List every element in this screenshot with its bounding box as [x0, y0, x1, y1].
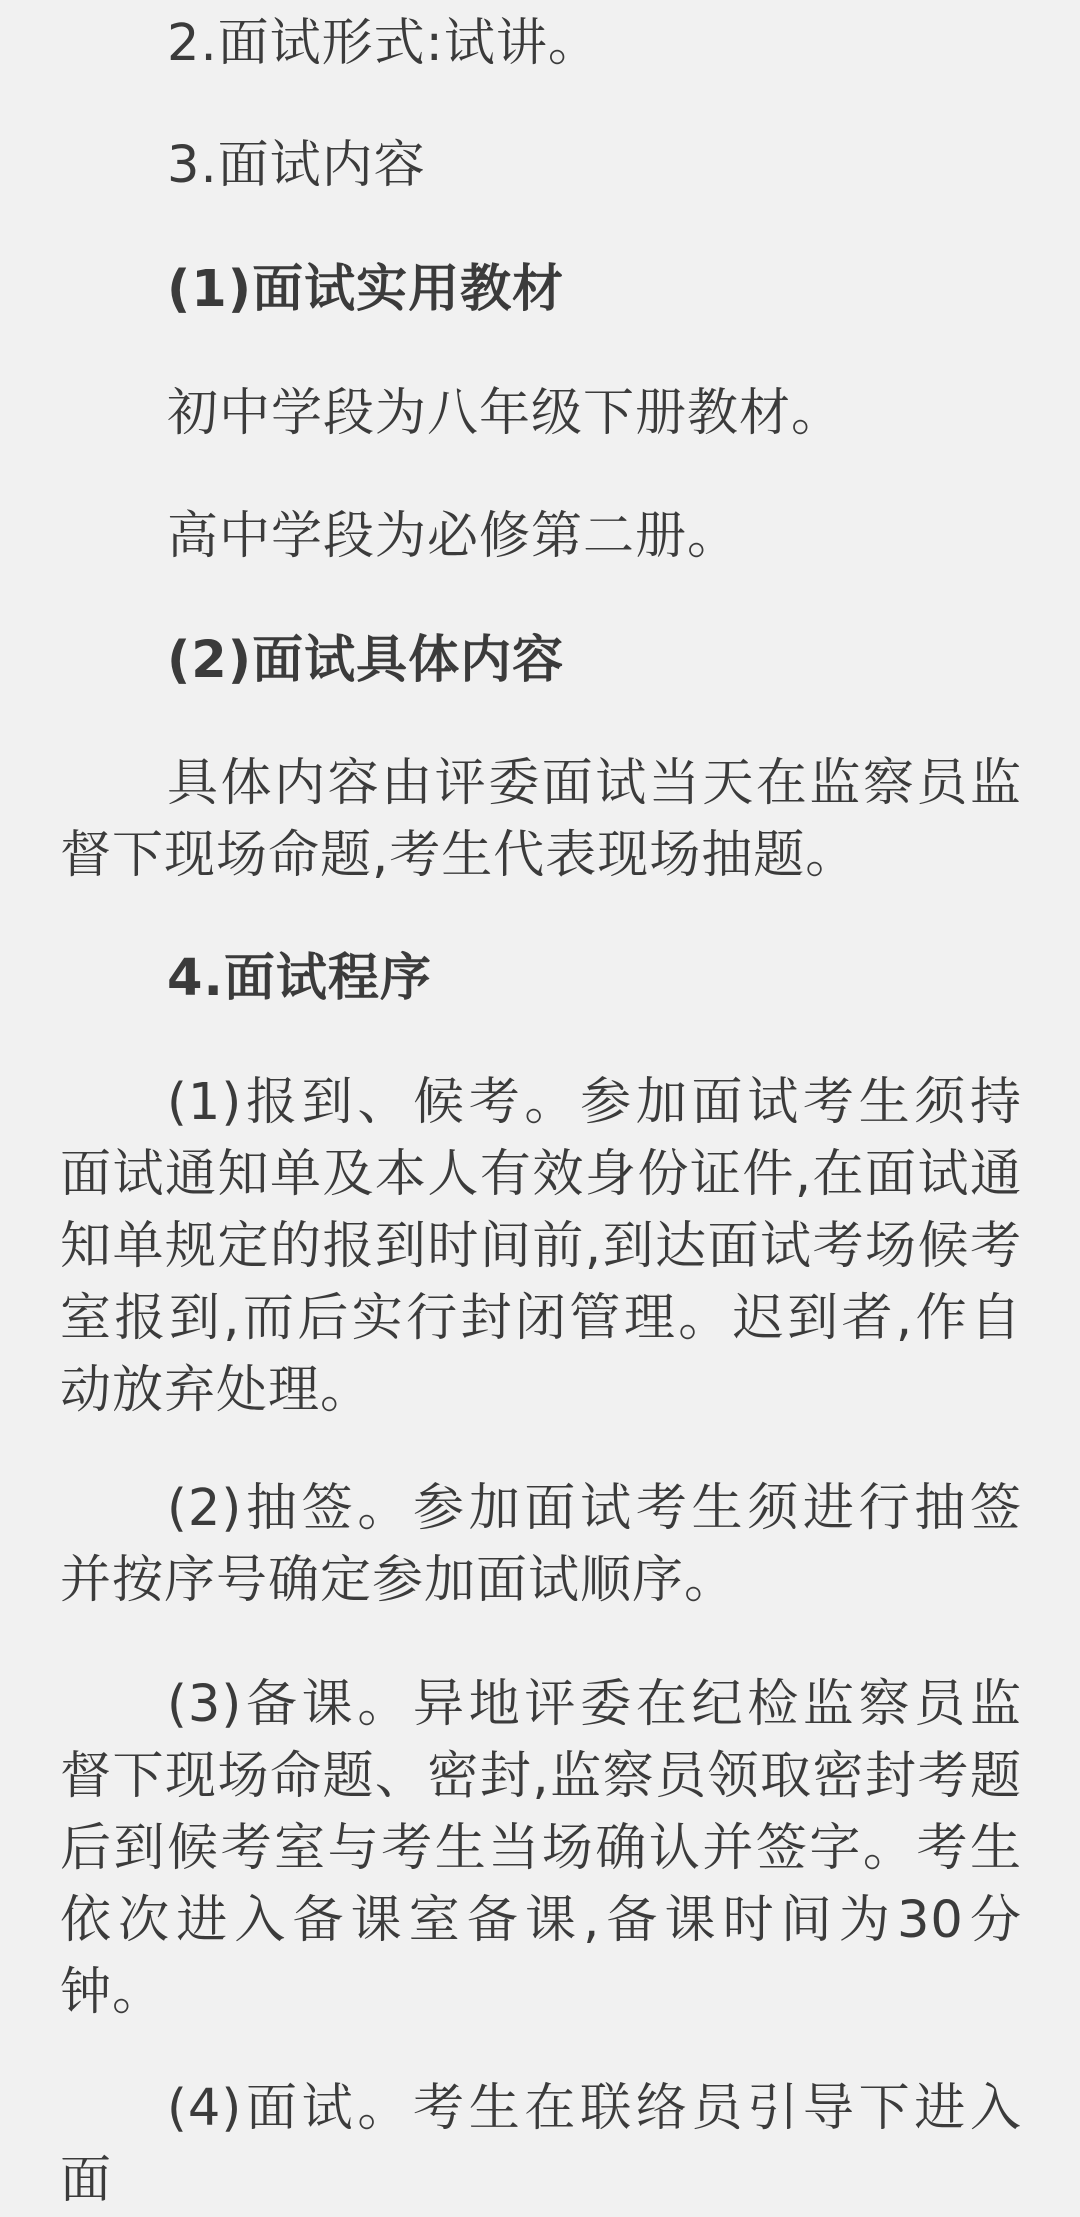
paragraph-interview: (4)面试。考生在联络员引导下进入面: [60, 2079, 1022, 2210]
paragraph-junior-high: 初中学段为八年级下册教材。: [167, 384, 844, 443]
paragraph-interview-content-heading: 3.面试内容: [167, 136, 426, 195]
subheading-specific-content: (2)面试具体内容: [167, 631, 565, 690]
paragraph-draw-lots: (2)抽签。参加面试考生须进行抽签并按序号确定参加面试顺序。: [60, 1479, 1022, 1610]
paragraph-specific-content: 具体内容由评委面试当天在监察员监督下现场命题,考生代表现场抽题。: [60, 754, 1022, 885]
paragraph-senior-high: 高中学段为必修第二册。: [167, 507, 740, 566]
paragraph-preparation: (3)备课。异地评委在纪检监察员监督下现场命题、密封,监察员领取密封考题后到候考室与考生当场确认并签字。考生依次进入备课室备课,备课时间为30分钟。: [60, 1675, 1022, 2022]
heading-interview-procedure: 4.面试程序: [167, 949, 432, 1008]
paragraph-checkin: (1)报到、候考。参加面试考生须持面试通知单及本人有效身份证件,在面试通知单规定的报到时间前,到达面试考场候考室报到,而后实行封闭管理。迟到者,作自动放弃处理。: [60, 1073, 1022, 1420]
paragraph-interview-format: 2.面试形式:试讲。: [167, 14, 600, 73]
subheading-textbook: (1)面试实用教材: [167, 260, 565, 319]
